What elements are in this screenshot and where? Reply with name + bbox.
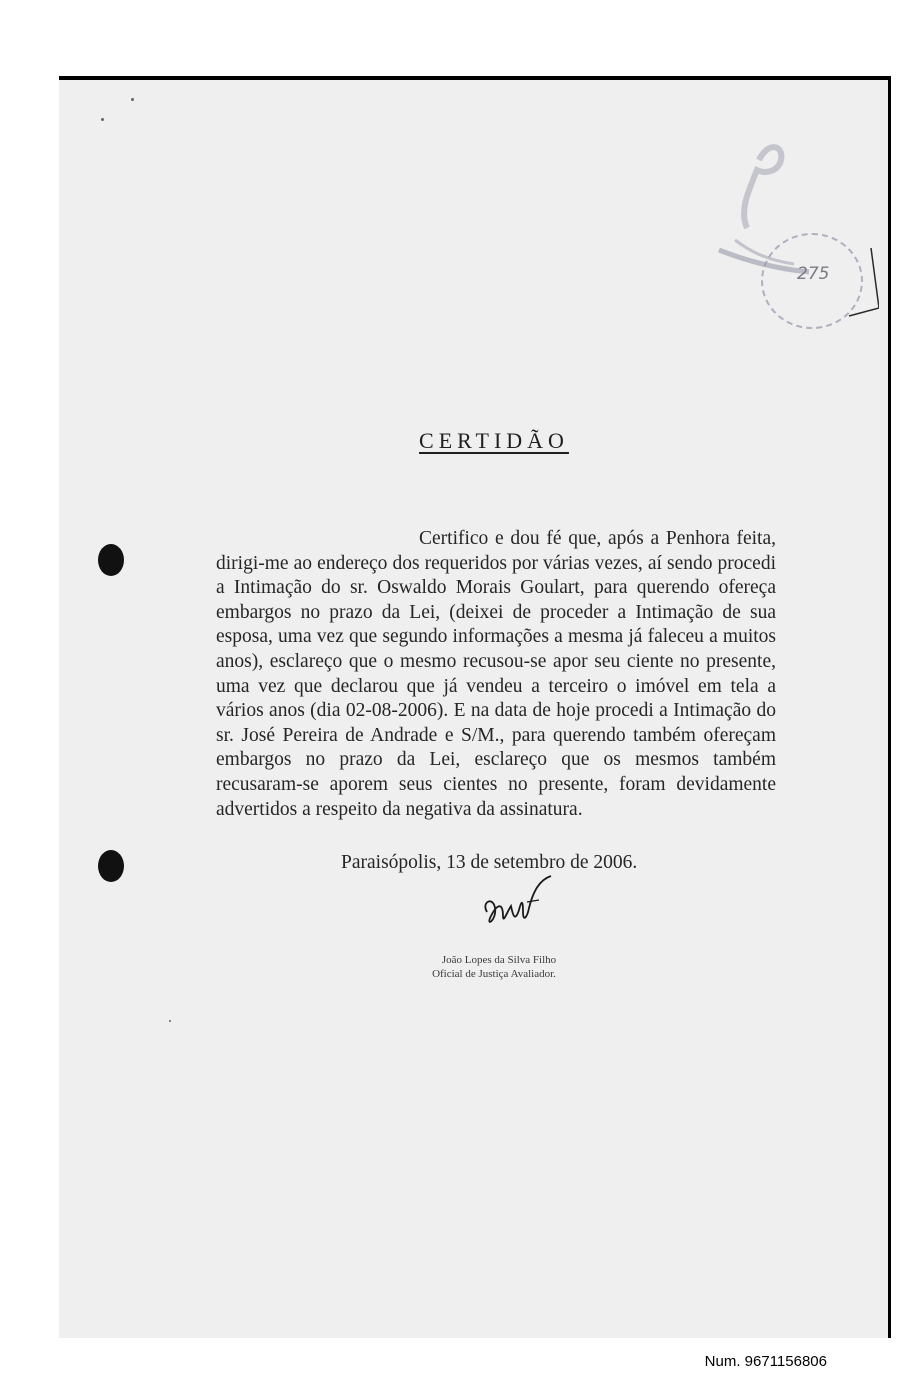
stamp-page-number: 275	[797, 264, 830, 284]
signer-role: Oficial de Justiça Avaliador.	[432, 968, 556, 980]
certificate-body: Certifico e dou fé que, após a Penhora feita, dirigi-me ao endereço dos requeridos por várias vezes, aí sendo procedi a Intimação do sr. Oswaldo Morais Goulart, para querendo ofereça embargos no prazo da Lei, (deixei de proceder a Intimação de sua esposa, uma vez que segundo informações a mesma já faleceu a muitos anos), esclareço que o mesmo recusou-se apor seu ciente no presente, uma vez que declarou que já vendeu a terceiro o imóvel em tela a vários anos (dia 02-08-2006). E na data de hoje procedi a Intimação do sr. José Pereira de Andrade e S/M., para querendo também ofereçam embargos no prazo da Lei, esclareço que os mesmos também recusaram-se aporem seus cientes no presente, foram devidamente advertidos a respeito da negativa da assinatura.	[216, 528, 776, 820]
scanned-page-frame	[59, 76, 891, 1338]
scan-speck	[101, 118, 104, 121]
punch-hole	[98, 850, 124, 882]
scan-speck	[169, 1020, 171, 1022]
document-page	[59, 80, 888, 1338]
date-line: Paraisópolis, 13 de setembro de 2006.	[341, 852, 638, 873]
document-number: Num. 9671156806	[704, 1353, 827, 1370]
page-number-stamp	[699, 140, 879, 340]
document-title: CERTIDÃO	[419, 428, 569, 453]
signer-name: João Lopes da Silva Filho	[441, 954, 557, 966]
punch-hole	[98, 544, 124, 576]
handwritten-signature	[479, 872, 559, 942]
scan-speck	[131, 98, 134, 101]
